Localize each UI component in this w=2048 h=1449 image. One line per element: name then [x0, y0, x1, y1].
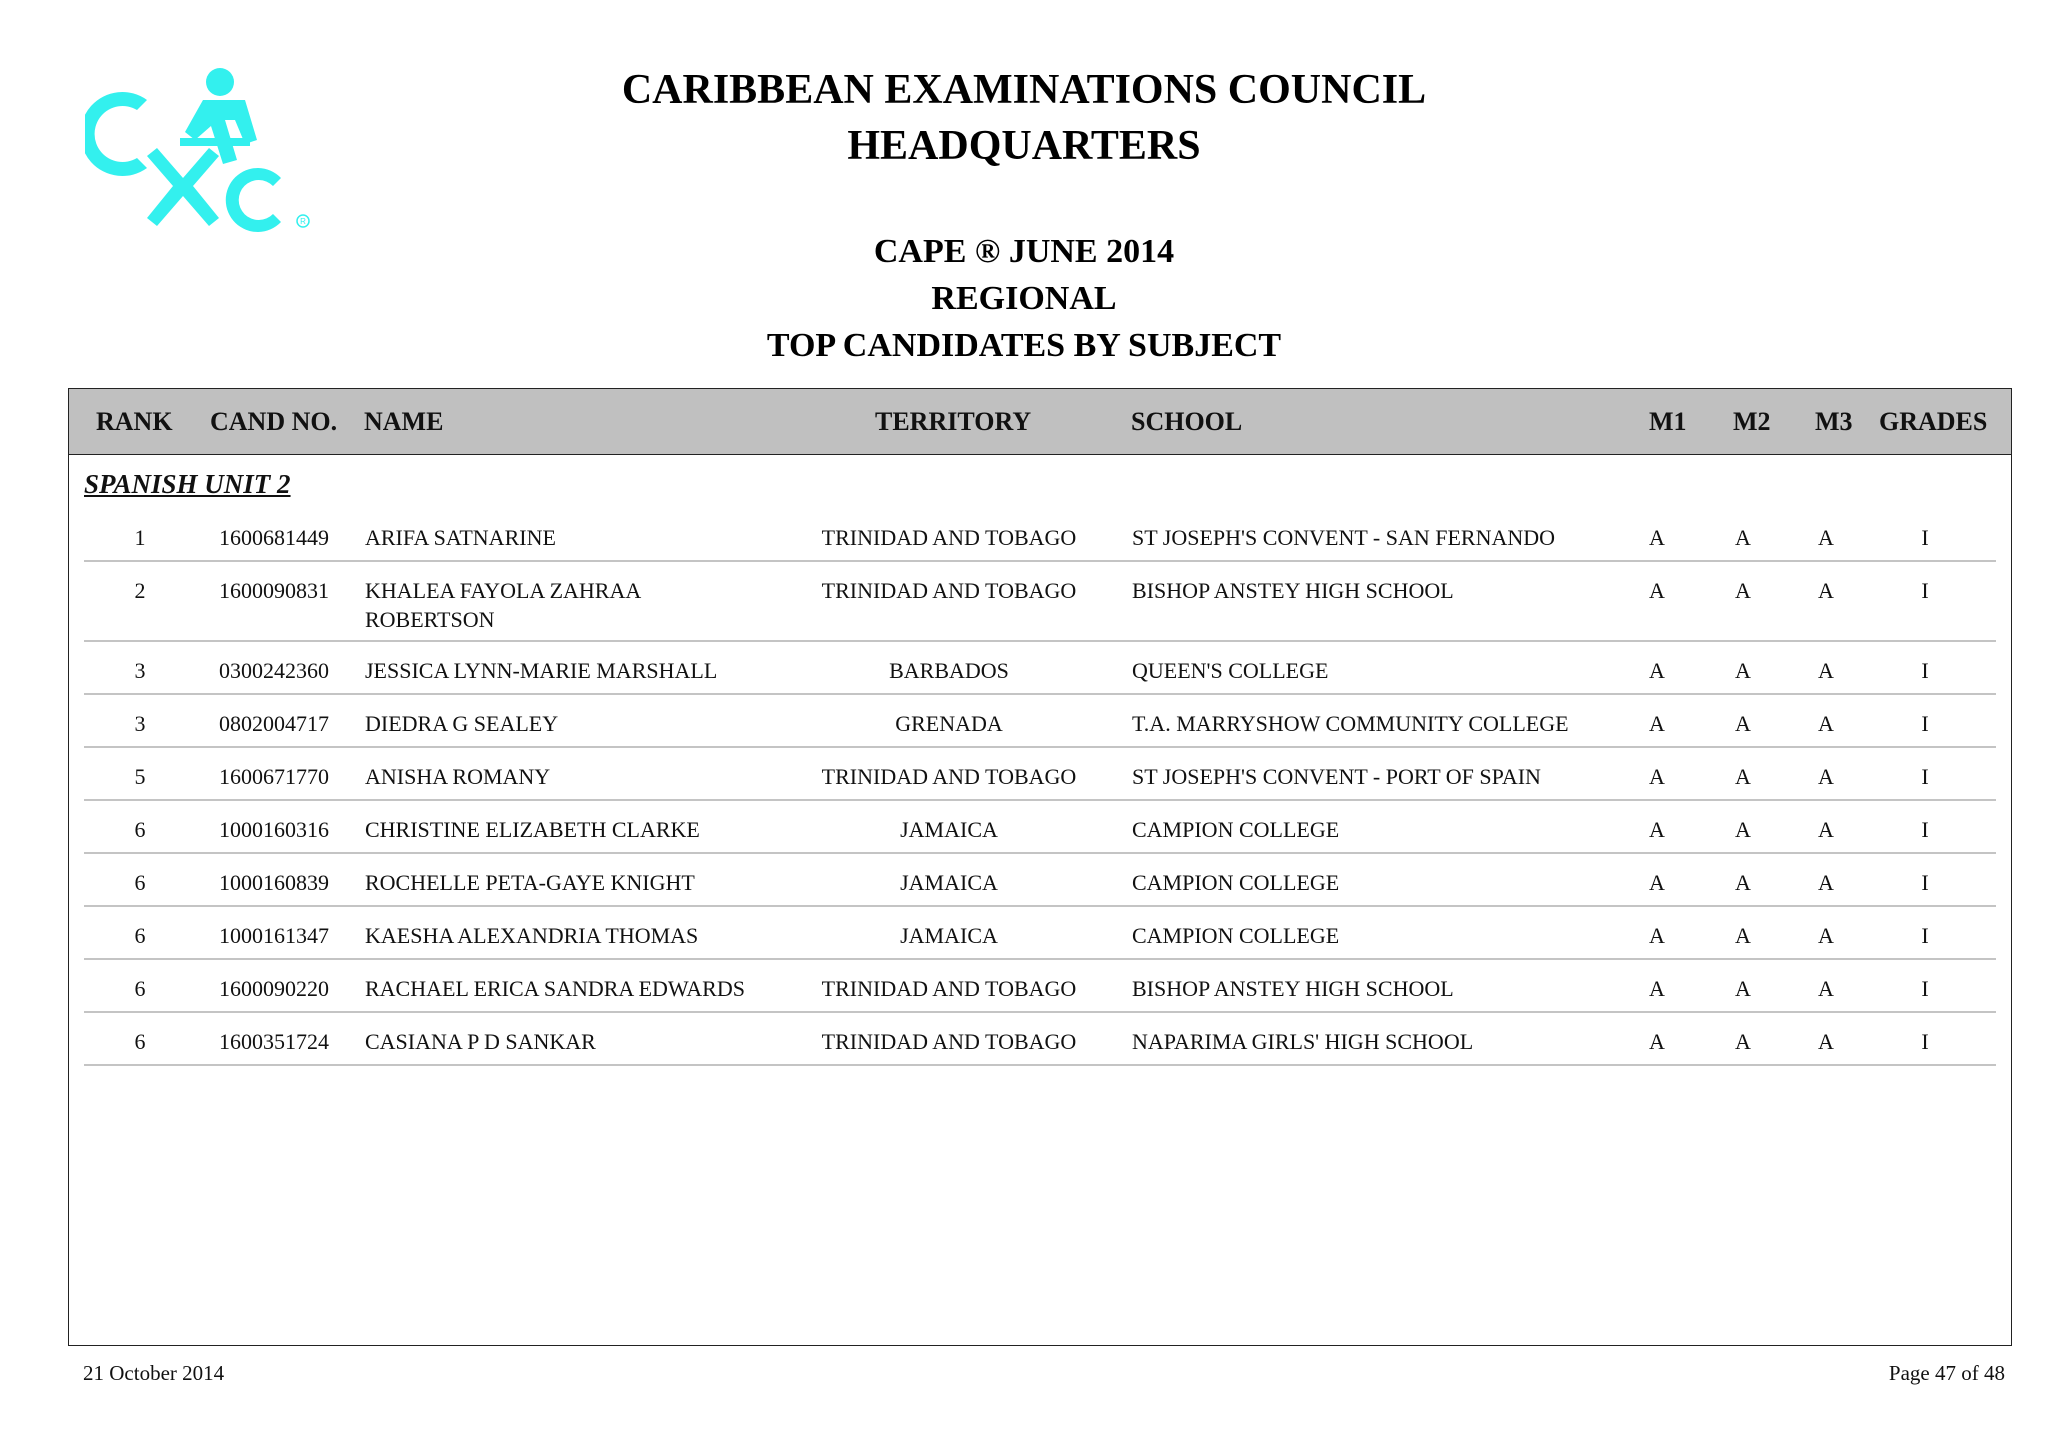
- org-title: CARIBBEAN EXAMINATIONS COUNCIL: [621, 67, 1427, 113]
- cell-school: QUEEN'S COLLEGE: [1132, 658, 1329, 683]
- cell-cand-no: 0802004717: [219, 711, 329, 736]
- cell-school: T.A. MARRYSHOW COMMUNITY COLLEGE: [1132, 711, 1569, 736]
- cell-m1: A: [1649, 976, 1665, 1001]
- table-row: [84, 642, 1996, 695]
- cell-m3: A: [1818, 658, 1834, 683]
- cell-m1: A: [1649, 1029, 1665, 1054]
- cell-m2: A: [1735, 525, 1751, 550]
- subject-heading: SPANISH UNIT 2: [84, 469, 291, 499]
- cell-m2: A: [1735, 711, 1751, 736]
- col-school: SCHOOL: [1131, 407, 1243, 436]
- cell-m1: A: [1649, 923, 1665, 948]
- cell-m1: A: [1649, 658, 1665, 683]
- cell-grade: I: [1921, 578, 1929, 603]
- cell-m3: A: [1818, 817, 1834, 842]
- col-name: NAME: [364, 407, 444, 436]
- cell-cand-no: 1600090831: [219, 578, 329, 603]
- cell-rank: 6: [134, 923, 146, 948]
- office-title: HEADQUARTERS: [847, 123, 1201, 169]
- table-row: [84, 1013, 1996, 1066]
- cell-m1: A: [1649, 817, 1665, 842]
- cell-m2: A: [1735, 764, 1751, 789]
- cell-cand-no: 1000160839: [219, 870, 329, 895]
- table-row: [84, 509, 1996, 562]
- cell-m3: A: [1818, 578, 1834, 603]
- cell-territory: BARBADOS: [889, 658, 1009, 683]
- table-row: [84, 960, 1996, 1013]
- report-date: 21 October 2014: [83, 1361, 225, 1385]
- cell-rank: 1: [134, 525, 146, 550]
- cell-grade: I: [1921, 976, 1929, 1001]
- cell-cand-no: 1000160316: [219, 817, 329, 842]
- col-cand-no: CAND NO.: [210, 407, 338, 436]
- cell-m2: A: [1735, 923, 1751, 948]
- col-rank: RANK: [96, 407, 173, 436]
- cell-name: KAESHA ALEXANDRIA THOMAS: [365, 923, 699, 948]
- table-header: [69, 389, 2011, 455]
- cell-rank: 6: [134, 976, 146, 1001]
- cell-rank: 6: [134, 870, 146, 895]
- cell-grade: I: [1921, 870, 1929, 895]
- cell-rank: 6: [134, 817, 146, 842]
- cell-m1: A: [1649, 764, 1665, 789]
- cell-territory: GRENADA: [895, 711, 1003, 736]
- cell-grade: I: [1921, 711, 1929, 736]
- cell-cand-no: 1000161347: [219, 923, 329, 948]
- cell-territory: JAMAICA: [900, 870, 998, 895]
- page-number: Page 47 of 48: [1888, 1361, 2005, 1385]
- cell-name: ANISHA ROMANY: [365, 764, 551, 789]
- cell-grade: I: [1921, 1029, 1929, 1054]
- table-row: [84, 748, 1996, 801]
- cell-cand-no: 0300242360: [219, 658, 329, 683]
- cell-m2: A: [1735, 658, 1751, 683]
- cell-school: CAMPION COLLEGE: [1132, 817, 1340, 842]
- cell-name: DIEDRA G SEALEY: [365, 711, 559, 736]
- col-m3: M3: [1815, 407, 1853, 436]
- cell-m3: A: [1818, 923, 1834, 948]
- cell-grade: I: [1921, 525, 1929, 550]
- cell-rank: 2: [134, 578, 146, 603]
- cell-territory: TRINIDAD AND TOBAGO: [821, 764, 1077, 789]
- cell-territory: JAMAICA: [900, 817, 998, 842]
- cell-grade: I: [1921, 764, 1929, 789]
- cell-territory: TRINIDAD AND TOBAGO: [821, 578, 1077, 603]
- cell-school: ST JOSEPH'S CONVENT - SAN FERNANDO: [1132, 525, 1556, 550]
- cell-cand-no: 1600090220: [219, 976, 329, 1001]
- col-territory: TERRITORY: [875, 407, 1032, 436]
- scope-title: REGIONAL: [931, 280, 1117, 317]
- cell-cand-no: 1600681449: [219, 525, 329, 550]
- cell-m3: A: [1818, 976, 1834, 1001]
- col-m1: M1: [1649, 407, 1687, 436]
- cell-school: BISHOP ANSTEY HIGH SCHOOL: [1132, 578, 1454, 603]
- table-row: [84, 562, 1996, 642]
- cell-rank: 6: [134, 1029, 146, 1054]
- cell-grade: I: [1921, 923, 1929, 948]
- cell-m3: A: [1818, 525, 1834, 550]
- table-row: [84, 907, 1996, 960]
- cell-territory: TRINIDAD AND TOBAGO: [821, 1029, 1077, 1054]
- cell-m1: A: [1649, 870, 1665, 895]
- cell-m1: A: [1649, 711, 1665, 736]
- cell-school: CAMPION COLLEGE: [1132, 923, 1340, 948]
- cell-m1: A: [1649, 525, 1665, 550]
- table-row: [84, 801, 1996, 854]
- cell-name: ARIFA SATNARINE: [365, 525, 556, 550]
- cell-m2: A: [1735, 1029, 1751, 1054]
- cell-territory: TRINIDAD AND TOBAGO: [821, 976, 1077, 1001]
- cell-cand-no: 1600351724: [219, 1029, 329, 1054]
- cell-m3: A: [1818, 1029, 1834, 1054]
- cell-territory: TRINIDAD AND TOBAGO: [821, 525, 1077, 550]
- cell-name: CASIANA P D SANKAR: [365, 1029, 596, 1054]
- cell-school: CAMPION COLLEGE: [1132, 870, 1340, 895]
- cell-m2: A: [1735, 817, 1751, 842]
- exam-title: CAPE ® JUNE 2014: [873, 233, 1175, 270]
- cell-m2: A: [1735, 578, 1751, 603]
- cell-m3: A: [1818, 711, 1834, 736]
- cell-name: ROCHELLE PETA-GAYE KNIGHT: [365, 870, 695, 895]
- cell-school: ST JOSEPH'S CONVENT - PORT OF SPAIN: [1132, 764, 1541, 789]
- cell-m2: A: [1735, 870, 1751, 895]
- svg-text:R: R: [300, 217, 306, 226]
- cell-name: RACHAEL ERICA SANDRA EDWARDS: [365, 976, 745, 1001]
- cell-grade: I: [1921, 817, 1929, 842]
- table-row: [84, 854, 1996, 907]
- cell-territory: JAMAICA: [900, 923, 998, 948]
- table-row: [84, 695, 1996, 748]
- cell-grade: I: [1921, 658, 1929, 683]
- cell-m3: A: [1818, 764, 1834, 789]
- cell-rank: 3: [134, 658, 146, 683]
- cell-rank: 3: [134, 711, 146, 736]
- cell-school: BISHOP ANSTEY HIGH SCHOOL: [1132, 976, 1454, 1001]
- cell-m2: A: [1735, 976, 1751, 1001]
- cell-m1: A: [1649, 578, 1665, 603]
- table-body: [84, 509, 1996, 1066]
- col-m2: M2: [1733, 407, 1771, 436]
- cell-name: KHALEA FAYOLA ZAHRAA ROBERTSON: [365, 578, 641, 632]
- report-title: TOP CANDIDATES BY SUBJECT: [766, 327, 1282, 364]
- cell-cand-no: 1600671770: [219, 764, 329, 789]
- col-grades: GRADES: [1879, 407, 1988, 436]
- results-table: [68, 388, 2012, 1346]
- cell-school: NAPARIMA GIRLS' HIGH SCHOOL: [1132, 1029, 1474, 1054]
- cell-rank: 5: [134, 764, 146, 789]
- cell-name: JESSICA LYNN-MARIE MARSHALL: [365, 658, 718, 683]
- cell-m3: A: [1818, 870, 1834, 895]
- cell-name: CHRISTINE ELIZABETH CLARKE: [365, 817, 700, 842]
